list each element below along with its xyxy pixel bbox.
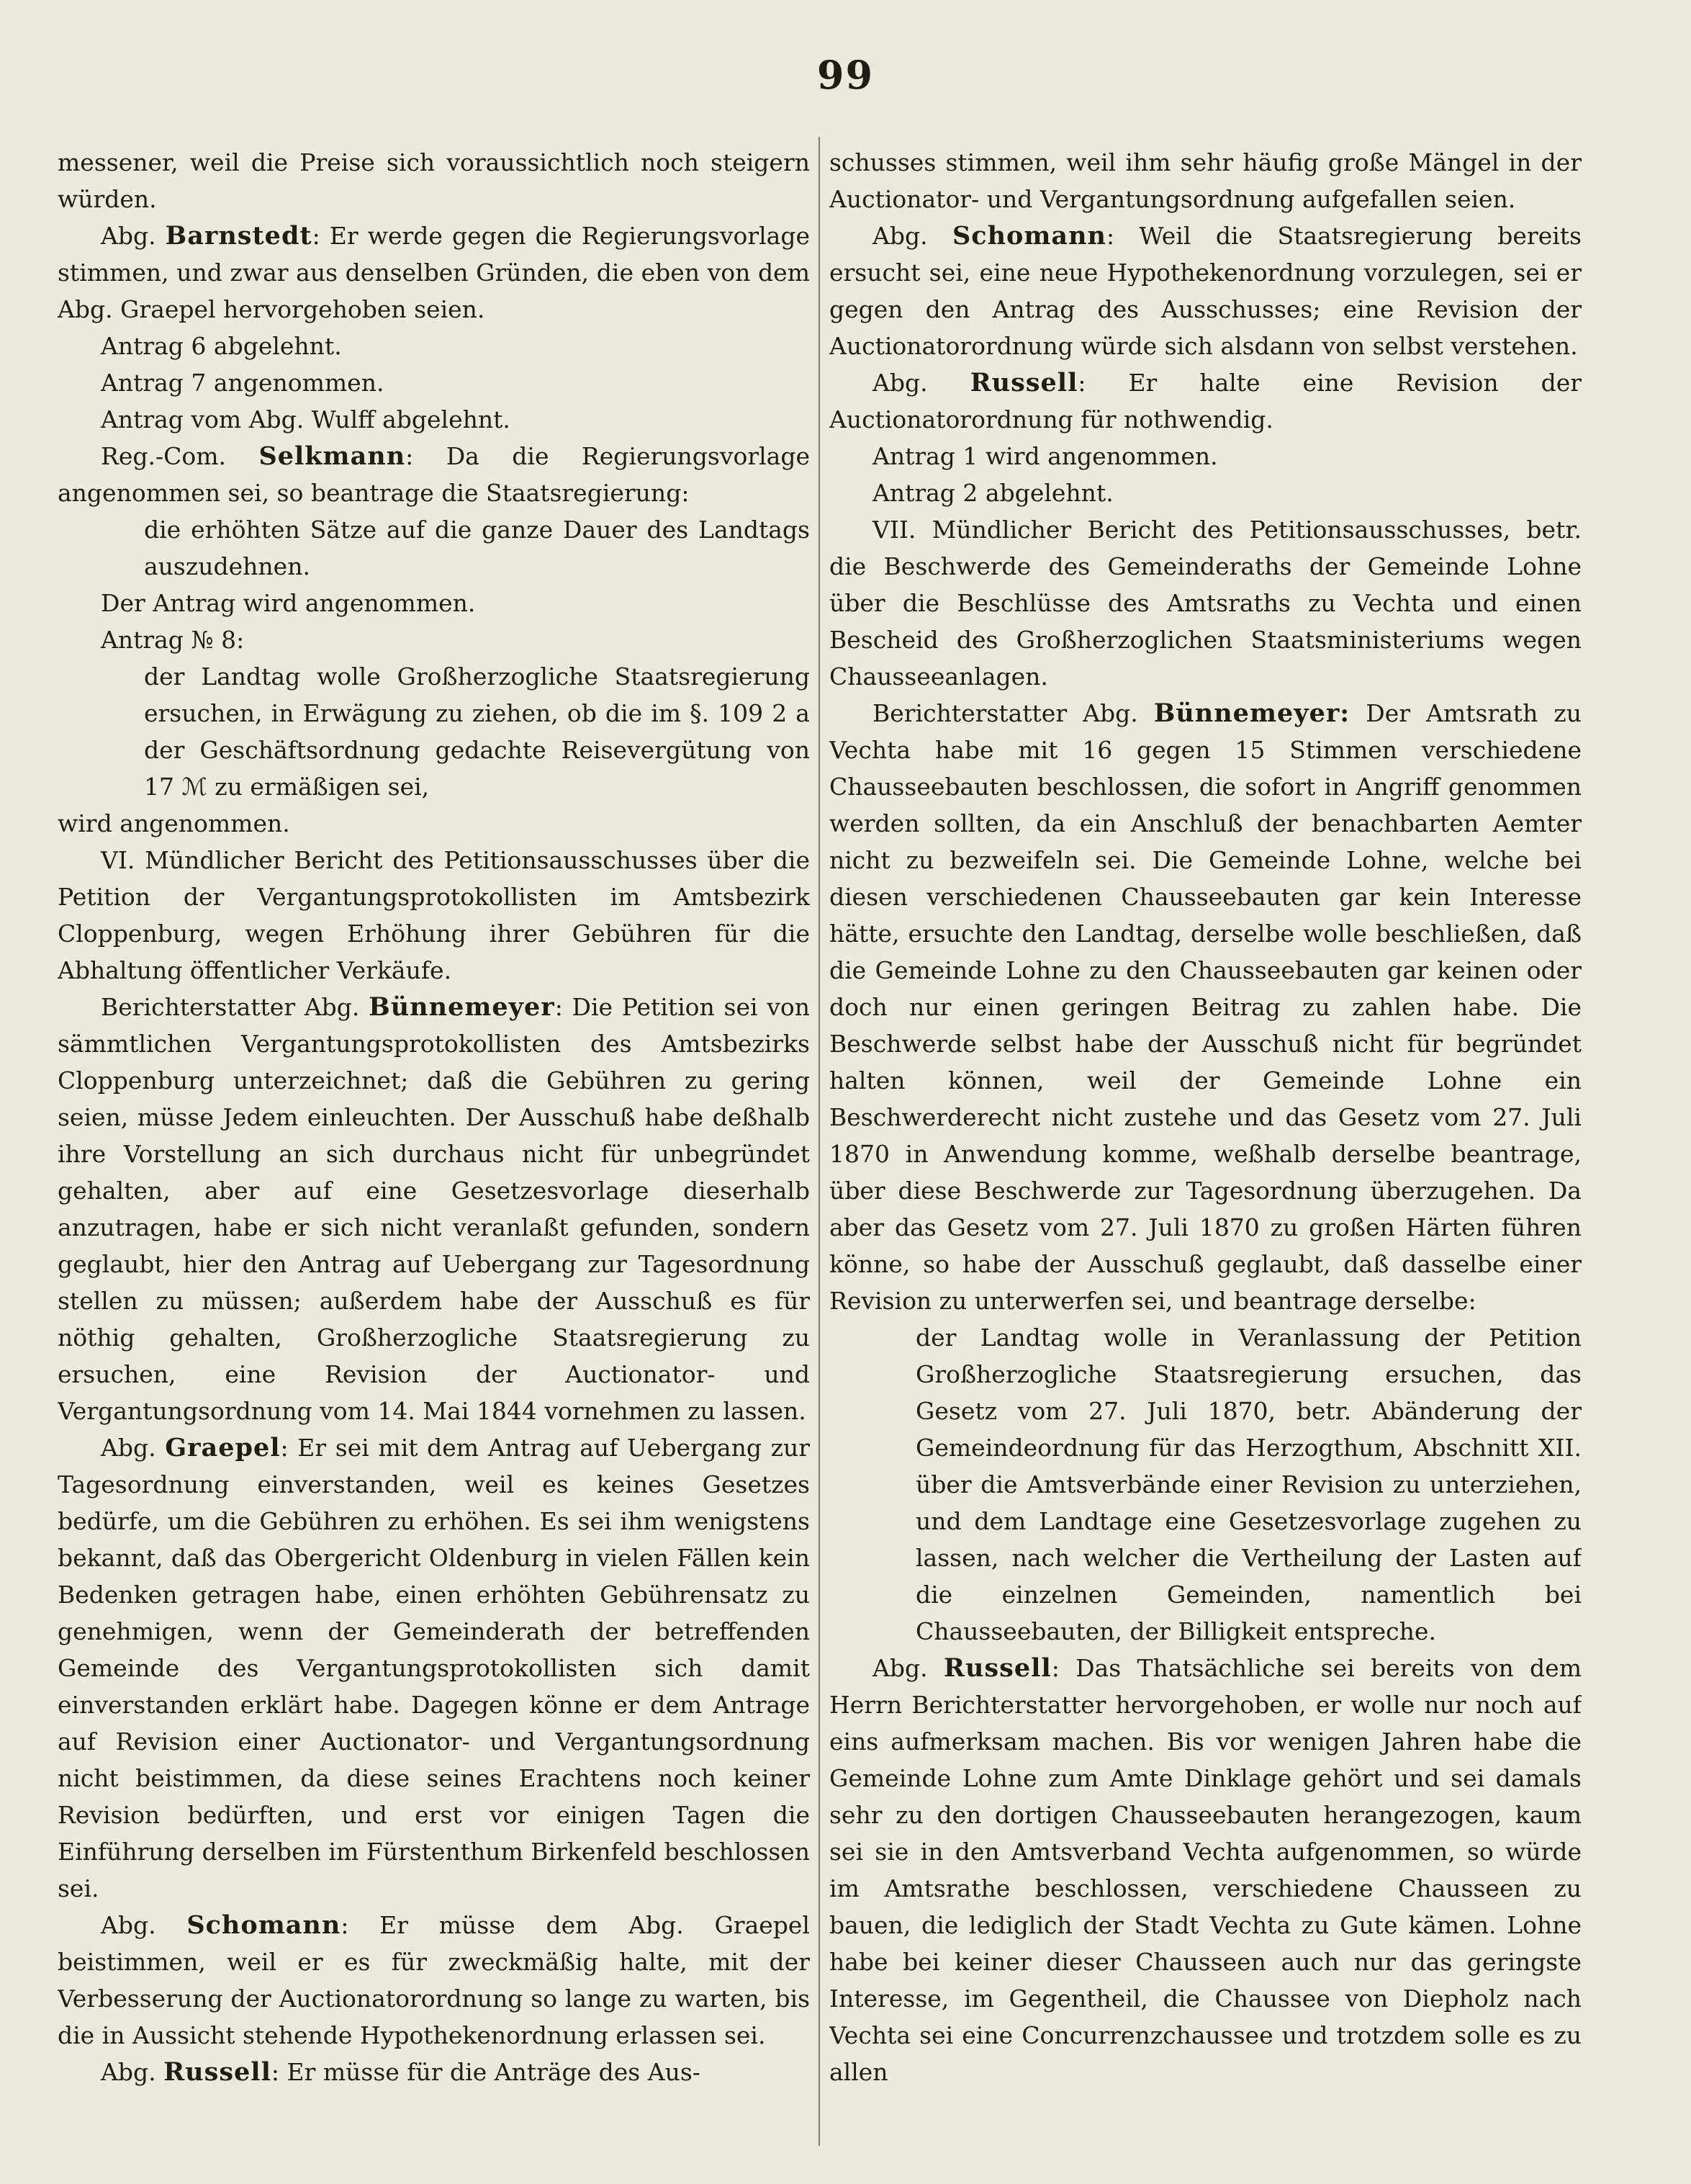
paragraph-text: Antrag vom Abg. Wulff abgelehnt.	[101, 405, 510, 433]
speaker-title: Abg.	[101, 2058, 156, 2086]
speaker-title: Abg.	[101, 222, 156, 250]
paragraph-text: : Er müsse für die Anträge des Aus-	[271, 2058, 700, 2086]
paragraph	[829, 438, 1582, 475]
paragraph	[58, 328, 810, 364]
right-column	[829, 144, 1582, 2160]
speaker-name: Schomann	[186, 1910, 341, 1940]
column-divider	[819, 137, 820, 2146]
speech-paragraph	[829, 364, 1582, 438]
paragraph-text: wird angenommen.	[58, 809, 290, 837]
speech-paragraph	[58, 1429, 810, 1907]
speaker-title: Berichterstatter Abg.	[101, 993, 360, 1021]
paragraph-text: : Er halte eine Revision der Auctionatorordnung für nothwendig.	[829, 369, 1582, 433]
speaker-name: Schomann	[952, 221, 1106, 251]
speaker-name: Russell	[163, 2057, 271, 2087]
speaker-name: Russell	[943, 1653, 1052, 1683]
paragraph	[58, 621, 810, 658]
paragraph-text: der Landtag wolle Großherzogliche Staatsregierung ersuchen, in Erwägung zu ziehen, ob die im §. 109 2 a der Geschäftsordnung gedachte Reisevergütung von 17 ℳ zu ermäßigen sei,	[144, 662, 810, 801]
paragraph-text: die erhöhten Sätze auf die ganze Dauer des Landtags auszudehnen.	[144, 516, 810, 580]
paragraph-text: VII. Mündlicher Bericht des Petitionsausschusses, betr. die Beschwerde des Gemeinderaths der Gemeinde Lohne über die Beschlüsse des Amtsraths zu Vechta und einen Bescheid des Großherzoglichen Staatsministeriums wegen Chausseeanlagen.	[829, 516, 1582, 691]
speech-paragraph	[58, 217, 810, 328]
speaker-title: Abg.	[101, 1911, 156, 1939]
speech-paragraph	[829, 217, 1582, 364]
paragraph-text: : Er werde gegen die Regierungsvorlage stimmen, und zwar aus denselben Gründen, die eben von dem Abg. Graepel hervorgehoben seien.	[58, 222, 810, 323]
speech-paragraph	[58, 989, 810, 1429]
paragraph	[58, 805, 810, 842]
speaker-name: Bünnemeyer:	[1153, 698, 1350, 728]
paragraph-text: Antrag № 8:	[101, 626, 245, 654]
speech-paragraph	[58, 1907, 810, 2054]
paragraph-text: : Die Petition sei von sämmtlichen Vergantungsprotokollisten des Amtsbezirks Cloppenburg unterzeichnet; daß die Gebühren zu gering seien, müsse Jedem einleuchten. Der Ausschuß habe deßhalb ihre Vorstellung an sich durchaus nicht für unbegründet gehalten, aber auf eine Gesetzesvorlage dieserhalb anzutragen, habe er sich nicht veranlaßt gefunden, sondern geglaubt, hier den Antrag auf Uebergang zur Tagesordnung stellen zu müssen; außerdem habe der Ausschuß es für nöthig gehalten, Großherzogliche Staatsregierung zu ersuchen, eine Revision der Auctionator- und Vergantungsordnung vom 14. Mai 1844 vornehmen zu lassen.	[58, 993, 810, 1425]
speaker-name: Russell	[970, 368, 1078, 397]
paragraph	[829, 144, 1582, 217]
speaker-title: Berichterstatter Abg.	[872, 699, 1138, 727]
page-number: 99	[816, 52, 875, 98]
motion-text	[916, 1319, 1582, 1650]
paragraph-text: Der Amtsrath zu Vechta habe mit 16 gegen 15 Stimmen verschiedene Chausseebauten beschlossen, die sofort in Angriff genommen werden sollten, da ein Anschluß der benachbarten Aemter nicht zu bezweifeln sei. Die Gemeinde Lohne, welche bei diesen verschiedenen Chausseebauten gar kein Interesse hätte, ersuchte den Landtag, derselbe wolle beschließen, daß die Gemeinde Lohne zu den Chausseebauten gar keinen oder doch nur einen geringen Beitrag zu zahlen habe. Die Beschwerde selbst habe der Ausschuß nicht für begründet halten können, weil der Gemeinde Lohne ein Beschwerderecht nicht zustehe und das Gesetz vom 27. Juli 1870 in Anwendung komme, weßhalb derselbe beantrage, über diese Beschwerde zur Tagesordnung überzugehen. Da aber das Gesetz vom 27. Juli 1870 zu großen Härten führen könne, so habe der Ausschuß geglaubt, daß dasselbe einer Revision zu unterwerfen sei, und beantrage derselbe:	[829, 699, 1582, 1315]
speaker-name: Bünnemeyer	[369, 992, 555, 1022]
speech-paragraph	[829, 1650, 1582, 2090]
paragraph-text: Antrag 6 abgelehnt.	[101, 332, 342, 360]
paragraph-text: der Landtag wolle in Veranlassung der Petition Großherzogliche Staatsregierung ersuchen, das Gesetz vom 27. Juli 1870, betr. Abänderung der Gemeindeordnung für das Herzogthum, Abschnitt XII. über die Amtsverbände einer Revision zu unterziehen, und dem Landtage eine Gesetzesvorlage zugehen zu lassen, nach welcher die Vertheilung der Lasten auf die einzelnen Gemeinden, namentlich bei Chausseebauten, der Billigkeit entspreche.	[916, 1324, 1582, 1645]
paragraph	[829, 475, 1582, 511]
paragraph-text: : Da die Regierungsvorlage angenommen sei, so beantrage die Staatsregierung:	[58, 442, 810, 507]
paragraph	[58, 144, 810, 217]
paragraph-text: : Er müsse dem Abg. Graepel beistimmen, weil er es für zweckmäßig halte, mit der Verbesserung der Auctionatorordnung so lange zu warten, bis die in Aussicht stehende Hypothekenordnung erlassen sei.	[58, 1911, 810, 2049]
speaker-name: Selkmann	[258, 441, 406, 471]
left-column	[58, 144, 810, 2160]
speaker-title: Abg.	[872, 369, 928, 397]
paragraph	[58, 585, 810, 621]
paragraph	[58, 364, 810, 401]
speaker-name: Graepel	[165, 1433, 281, 1462]
paragraph	[58, 842, 810, 989]
paragraph-text: Antrag 2 abgelehnt.	[872, 479, 1114, 507]
speech-paragraph	[58, 2054, 810, 2090]
paragraph-text: schusses stimmen, weil ihm sehr häufig große Mängel in der Auctionator- und Vergantungsordnung aufgefallen seien.	[829, 148, 1582, 213]
paragraph-text: messener, weil die Preise sich voraussichtlich noch steigern würden.	[58, 148, 810, 213]
paragraph-text: : Weil die Staatsregierung bereits ersucht sei, eine neue Hypothekenordnung vorzulegen, sei er gegen den Antrag des Ausschusses; eine Revision der Auctionatorordnung würde sich alsdann von selbst verstehen.	[829, 222, 1582, 360]
motion-text	[144, 511, 810, 585]
speech-paragraph	[58, 438, 810, 511]
speaker-name: Barnstedt	[165, 221, 312, 251]
paragraph	[829, 511, 1582, 695]
speech-paragraph	[829, 695, 1582, 1319]
paragraph-text: Antrag 1 wird angenommen.	[872, 442, 1218, 470]
paragraph-text: Antrag 7 angenommen.	[101, 369, 384, 397]
speaker-title: Abg.	[101, 1434, 156, 1462]
motion-text	[144, 658, 810, 805]
speaker-title: Reg.-Com.	[101, 442, 227, 470]
speaker-title: Abg.	[872, 222, 928, 250]
paragraph-text: : Er sei mit dem Antrag auf Uebergang zur Tagesordnung einverstanden, weil es keines Gesetzes bedürfe, um die Gebühren zu erhöhen. Es sei ihm wenigstens bekannt, daß das Obergericht Oldenburg in vielen Fällen kein Bedenken getragen habe, einen erhöhten Gebührensatz zu genehmigen, wenn der Gemeinderath der betreffenden Gemeinde des Vergantungsprotokollisten sich damit einverstanden erklärt habe. Dagegen könne er dem Antrage auf Revision einer Auctionator- und Vergantungsordnung nicht beistimmen, da diese seines Erachtens noch keiner Revision bedürften, und erst vor einigen Tagen die Einführung derselben im Fürstenthum Birkenfeld beschlossen sei.	[58, 1434, 810, 1902]
paragraph-text: VI. Mündlicher Bericht des Petitionsausschusses über die Petition der Vergantungsprotokollisten im Amtsbezirk Cloppenburg, wegen Erhöhung ihrer Gebühren für die Abhaltung öffentlicher Verkäufe.	[58, 846, 810, 984]
paragraph-text: : Das Thatsächliche sei bereits von dem Herrn Berichterstatter hervorgehoben, er wolle nur noch auf eins aufmerksam machen. Bis vor wenigen Jahren habe die Gemeinde Lohne zum Amte Dinklage gehört und sei damals sehr zu den dortigen Chausseebauten herangezogen, kaum sei sie in den Amtsverband Vechta aufgenommen, so würde im Amtsrathe beschlossen, verschiedene Chausseen zu bauen, die lediglich der Stadt Vechta zu Gute kämen. Lohne habe bei keiner dieser Chausseen auch nur das geringste Interesse, im Gegentheil, die Chaussee von Diepholz nach Vechta sei eine Concurrenzchaussee und trotzdem solle es zu allen	[829, 1654, 1582, 2086]
paragraph	[58, 401, 810, 438]
paragraph-text: Der Antrag wird angenommen.	[101, 589, 476, 617]
speaker-title: Abg.	[872, 1654, 928, 1682]
